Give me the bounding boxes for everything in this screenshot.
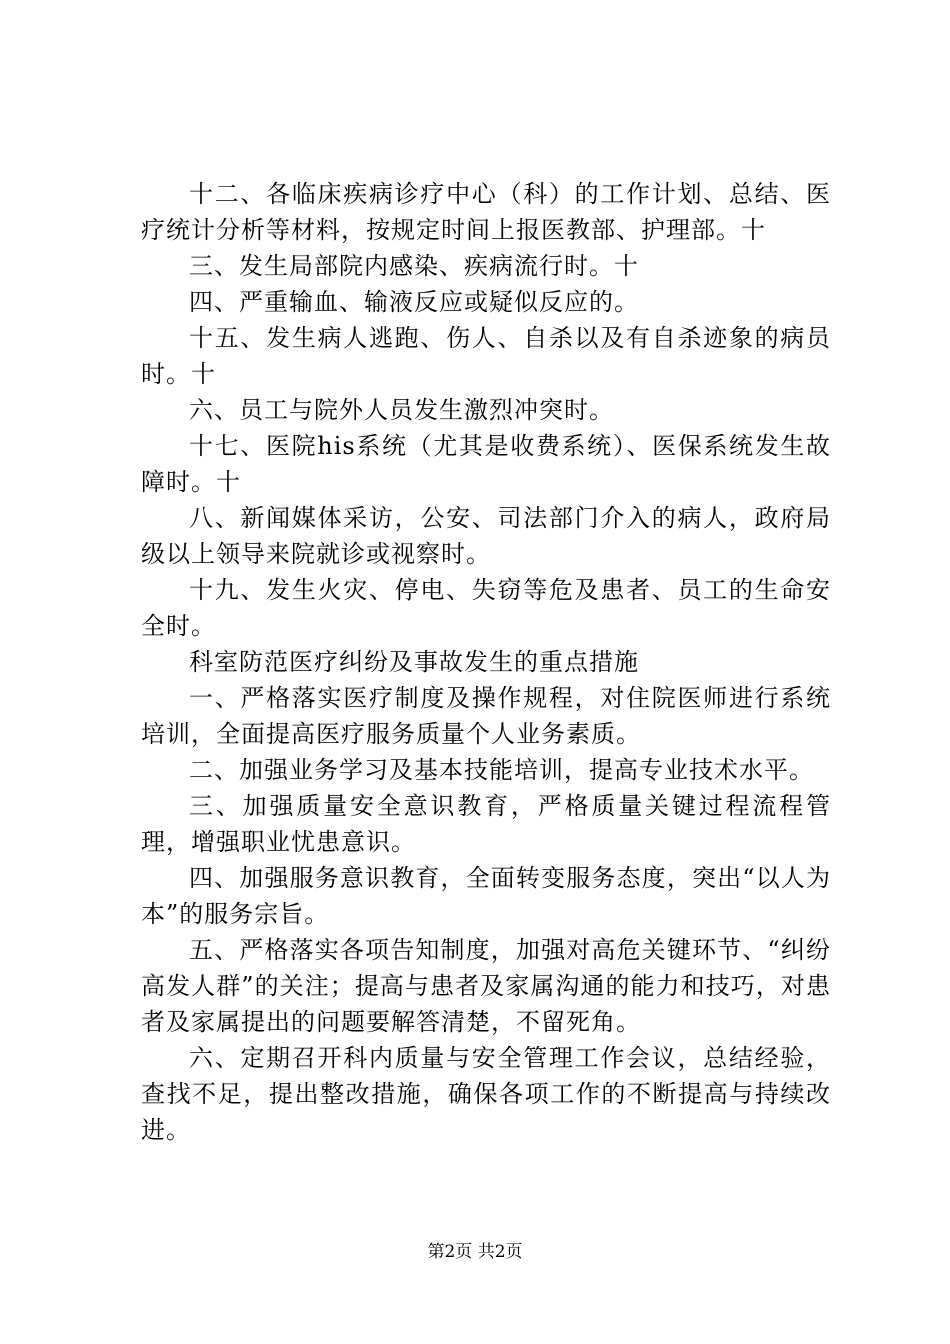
paragraph-8: 十九、发生火灾、停电、失窃等危及患者、员工的生命安全时。 — [141, 576, 831, 640]
paragraph-4: 十五、发生病人逃跑、伤人、自杀以及有自杀迹象的病员时。十 — [141, 324, 831, 388]
paragraph-2: 三、发生局部院内感染、疾病流行时。十 — [189, 252, 639, 280]
paragraph-14: 五、严格落实各项告知制度，加强对高危关键环节、“纠纷高发人群”的关注；提高与患者及家属沟通的能力和技巧，对患者及家属提出的问题要解答清楚，不留死角。 — [141, 936, 831, 1036]
section-heading: 科室防范医疗纠纷及事故发生的重点措施 — [189, 648, 639, 676]
page-number: 第2页 共2页 — [427, 1242, 523, 1262]
paragraph-6: 十七、医院his系统（尤其是收费系统）、医保系统发生故障时。十 — [141, 432, 831, 496]
paragraph-13: 四、加强服务意识教育，全面转变服务态度，突出“以人为本”的服务宗旨。 — [141, 864, 831, 928]
paragraph-7: 八、新闻媒体采访，公安、司法部门介入的病人，政府局级以上领导来院就诊或视察时。 — [141, 504, 831, 568]
paragraph-5: 六、员工与院外人员发生激烈冲突时。 — [189, 396, 614, 424]
page-footer — [0, 1241, 950, 1263]
paragraph-15: 六、定期召开科内质量与安全管理工作会议，总结经验，查找不足，提出整改措施，确保各项工作的不断提高与持续改进。 — [141, 1044, 831, 1144]
paragraph-1: 十二、各临床疾病诊疗中心（科）的工作计划、总结、医疗统计分析等材料，按规定时间上报医教部、护理部。十 — [141, 180, 831, 244]
paragraph-11: 二、加强业务学习及基本技能培训，提高专业技术水平。 — [189, 756, 814, 784]
paragraph-12: 三、加强质量安全意识教育，严格质量关键过程流程管理，增强职业忧患意识。 — [141, 792, 831, 856]
paragraph-10: 一、严格落实医疗制度及操作规程，对住院医师进行系统培训，全面提高医疗服务质量个人业务素质。 — [141, 684, 831, 748]
document-body — [141, 176, 831, 1148]
paragraph-3: 四、严重输血、输液反应或疑似反应的。 — [189, 288, 639, 316]
